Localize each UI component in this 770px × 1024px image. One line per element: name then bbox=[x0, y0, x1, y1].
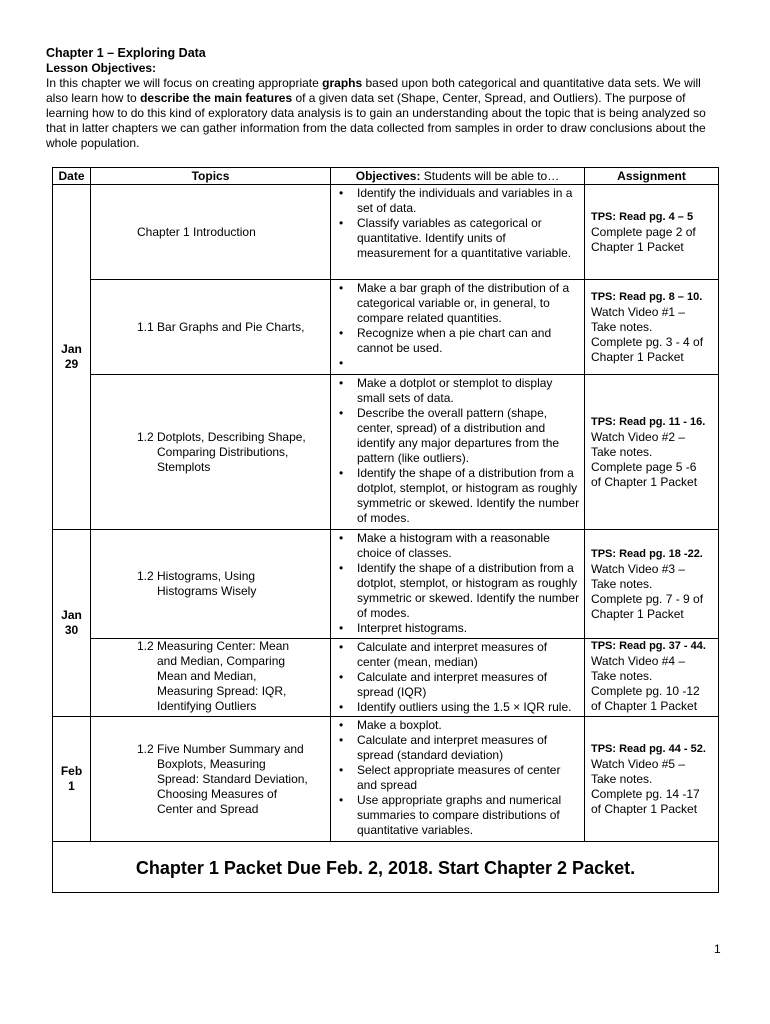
page-number: 1 bbox=[714, 942, 721, 956]
intro-bold-1: graphs bbox=[322, 76, 363, 90]
topic-line: Mean and Median, bbox=[157, 669, 257, 683]
objective-item: • Describe the overall pattern (shape, center, spread) of a distribution and identify any major departures from the pattern (like outliers). bbox=[331, 406, 580, 466]
assignment-line: Watch Video #1 – bbox=[591, 304, 686, 319]
intro-block bbox=[46, 46, 726, 151]
assignment-cell bbox=[585, 375, 719, 530]
topic-line: 1.2 Measuring Center: Mean bbox=[137, 639, 290, 653]
intro-text-2: based upon both categorical and quantitative data sets. We will also learn how to bbox=[46, 76, 701, 105]
table-row bbox=[53, 280, 719, 375]
objective-item: • Make a boxplot. bbox=[331, 718, 580, 733]
objective-item: • Make a histogram with a reasonable choice of classes. bbox=[331, 531, 580, 561]
assignment-cell bbox=[585, 280, 719, 375]
objectives-cell bbox=[331, 375, 585, 530]
header-objectives bbox=[331, 168, 585, 185]
assignment-line: Watch Video #3 – bbox=[591, 561, 686, 576]
assignment-heading: TPS: Read pg. 8 – 10. bbox=[591, 290, 703, 303]
objective-item: • Make a bar graph of the distribution of a categorical variable or, in general, to compare related quantities. bbox=[331, 281, 580, 326]
objective-item: • Classify variables as categorical or quantitative. Identify units of measurement for a quantitative variable. bbox=[331, 216, 580, 261]
table-row bbox=[53, 375, 719, 530]
topic-line: Measuring Spread: IQR, bbox=[157, 684, 287, 698]
assignment-cell bbox=[585, 530, 719, 639]
assignment-cell bbox=[585, 185, 719, 280]
topic-line: 1.2 Dotplots, Describing Shape, bbox=[137, 429, 306, 444]
assignment-line: of Chapter 1 Packet bbox=[591, 474, 698, 489]
assignment-heading: TPS: Read pg. 4 – 5 bbox=[591, 210, 694, 223]
objective-item: • Identify outliers using the 1.5 × IQR rule. bbox=[331, 700, 580, 715]
topic-line: Center and Spread bbox=[157, 801, 259, 816]
assignment-heading: TPS: Read pg. 44 - 52. bbox=[591, 742, 706, 755]
packet-due-notice: Chapter 1 Packet Due Feb. 2, 2018. Start Chapter 2 Packet. bbox=[53, 842, 719, 893]
intro-paragraph bbox=[46, 76, 726, 151]
assignment-line: of Chapter 1 Packet bbox=[591, 801, 698, 816]
assignment-line: Complete page 2 of bbox=[591, 224, 696, 239]
assignment-line: Watch Video #2 – bbox=[591, 429, 686, 444]
assignment-line: Take notes. bbox=[591, 771, 653, 786]
topic-line: and Median, Comparing bbox=[157, 654, 286, 668]
assignment-line: Watch Video #4 – bbox=[591, 654, 686, 668]
date-cell-jan-30 bbox=[53, 530, 91, 717]
assignment-line: Watch Video #5 – bbox=[591, 756, 686, 771]
header-date: Date bbox=[53, 168, 91, 185]
date-month: Jan bbox=[61, 342, 82, 356]
date-day: 1 bbox=[68, 779, 75, 793]
header-row bbox=[53, 168, 719, 185]
assignment-line: Chapter 1 Packet bbox=[591, 239, 684, 254]
objective-item: • Interpret histograms. bbox=[331, 621, 580, 636]
date-month: Feb bbox=[60, 764, 83, 778]
table-row bbox=[53, 185, 719, 280]
objective-item: • Identify the individuals and variables in a set of data. bbox=[331, 186, 580, 216]
assignment-line: Complete pg. 10 -12 bbox=[591, 684, 700, 698]
assignment-heading: TPS: Read pg. 11 - 16. bbox=[591, 415, 706, 428]
header-objectives-rest: Students will be able to… bbox=[420, 168, 560, 183]
date-month: Jan bbox=[61, 608, 82, 622]
objective-item: • Calculate and interpret measures of spread (IQR) bbox=[331, 670, 580, 700]
schedule-table bbox=[52, 167, 719, 893]
assignment-line: Chapter 1 Packet bbox=[591, 349, 684, 364]
header-topics: Topics bbox=[91, 168, 331, 185]
topic-line: 1.2 Histograms, Using bbox=[137, 569, 256, 583]
topic-line: Choosing Measures of bbox=[157, 786, 278, 801]
objective-item: • Identify the shape of a distribution from a dotplot, stemplot, or histogram as roughly symmetric or skewed. Identify the number of modes. bbox=[331, 466, 580, 526]
topic-line: Histograms Wisely bbox=[157, 584, 257, 598]
objectives-cell bbox=[331, 639, 585, 717]
objective-item: • Calculate and interpret measures of center (mean, median) bbox=[331, 640, 580, 670]
chapter-title: Chapter 1 – Exploring Data bbox=[46, 46, 206, 60]
topic-cell bbox=[91, 717, 331, 842]
assignment-line: Chapter 1 Packet bbox=[591, 606, 684, 621]
date-cell-jan-29 bbox=[53, 185, 91, 530]
date-day: 30 bbox=[64, 623, 79, 637]
objectives-cell bbox=[331, 717, 585, 842]
objective-item: • Identify the shape of a distribution from a dotplot, stemplot, or histogram as roughly symmetric or skewed. Identify the number of modes. bbox=[331, 561, 580, 621]
topic-line: Identifying Outliers bbox=[157, 699, 257, 713]
date-cell-feb-1 bbox=[53, 717, 91, 842]
table-row bbox=[53, 639, 719, 717]
objective-item: • Make a dotplot or stemplot to display small sets of data. bbox=[331, 376, 580, 406]
objective-item: • Recognize when a pie chart can and cannot be used. bbox=[331, 326, 580, 356]
date-day: 29 bbox=[64, 357, 79, 371]
assignment-heading: TPS: Read pg. 37 - 44. bbox=[591, 640, 706, 652]
assignment-line: Complete pg. 14 -17 bbox=[591, 786, 700, 801]
topic-cell bbox=[91, 280, 331, 375]
objectives-cell bbox=[331, 280, 585, 375]
topic-cell bbox=[91, 639, 331, 717]
topic-line: Comparing Distributions, bbox=[157, 444, 289, 459]
intro-bold-2: describe the main features bbox=[140, 91, 293, 105]
assignment-line: Complete pg. 7 - 9 of bbox=[591, 591, 704, 606]
topic-line: Stemplots bbox=[157, 459, 211, 474]
assignment-line: Complete pg. 3 - 4 of bbox=[591, 334, 704, 349]
lesson-objectives-heading: Lesson Objectives: bbox=[46, 61, 157, 75]
footer-row bbox=[53, 842, 719, 893]
header-objectives-bold: Objectives: bbox=[355, 168, 421, 183]
topic-line: Boxplots, Measuring bbox=[157, 756, 266, 771]
objective-item: • Select appropriate measures of center and spread bbox=[331, 763, 580, 793]
objective-item: • Use appropriate graphs and numerical summaries to compare distributions of quantitative variables. bbox=[331, 793, 580, 838]
objectives-cell bbox=[331, 530, 585, 639]
topic-cell bbox=[91, 530, 331, 639]
table-row bbox=[53, 530, 719, 639]
assignment-cell bbox=[585, 717, 719, 842]
header-assignment: Assignment bbox=[585, 168, 719, 185]
objective-item bbox=[331, 356, 580, 371]
intro-text-1: In this chapter we will focus on creating appropriate bbox=[46, 76, 323, 90]
assignment-line: Complete page 5 -6 bbox=[591, 459, 697, 474]
intro-text-3: of a given data set (Shape, Center, Spread, and Outliers). The purpose of learning how to do this kind of exploratory data analysis is to gain an understanding about the topic that is being analyzed so that in latter chapters we can gather information from the data collected from samples in order to draw conclusions about the whole population. bbox=[46, 91, 706, 150]
assignment-line: Take notes. bbox=[591, 319, 653, 334]
objectives-cell bbox=[331, 185, 585, 280]
assignment-line: Take notes. bbox=[591, 576, 653, 591]
topic-cell bbox=[91, 185, 331, 280]
topic-line: 1.1 Bar Graphs and Pie Charts, bbox=[137, 319, 305, 334]
objective-item: • Calculate and interpret measures of spread (standard deviation) bbox=[331, 733, 580, 763]
topic-line: Chapter 1 Introduction bbox=[137, 224, 256, 239]
assignment-heading: TPS: Read pg. 18 -22. bbox=[591, 547, 703, 560]
assignment-cell bbox=[585, 639, 719, 717]
assignment-line: of Chapter 1 Packet bbox=[591, 699, 698, 713]
topic-line: Spread: Standard Deviation, bbox=[157, 771, 308, 786]
topic-cell bbox=[91, 375, 331, 530]
topic-line: 1.2 Five Number Summary and bbox=[137, 741, 304, 756]
table-row bbox=[53, 717, 719, 842]
assignment-line: Take notes. bbox=[591, 669, 653, 683]
assignment-line: Take notes. bbox=[591, 444, 653, 459]
